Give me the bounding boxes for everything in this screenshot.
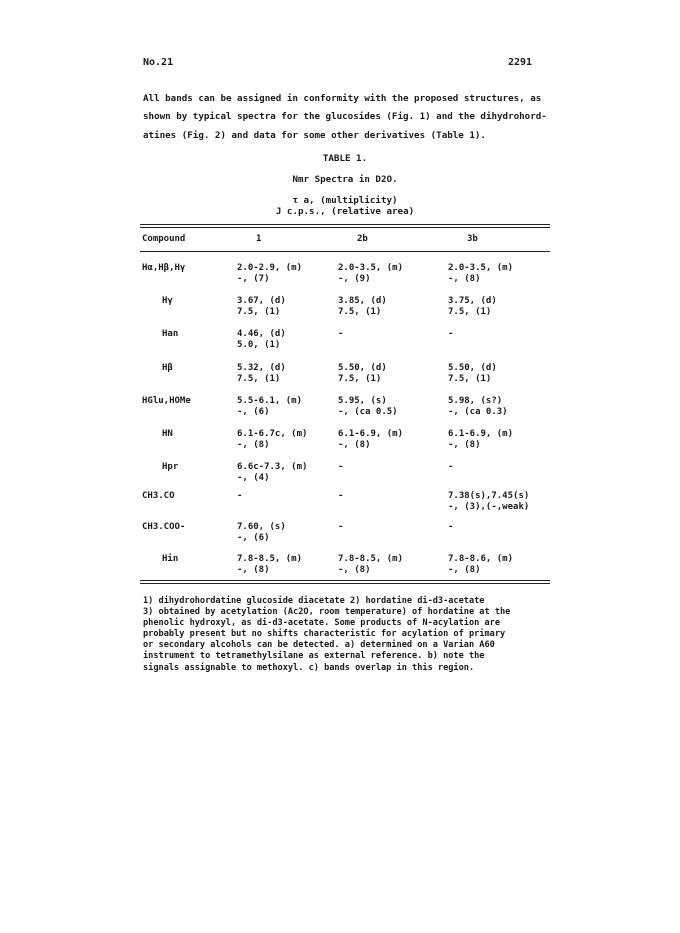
column-2-cell — [338, 296, 387, 318]
shift-value: 7.38(s),7.45(s) — [448, 491, 530, 501]
compound-label: Hin — [162, 554, 179, 564]
column-1-cell — [237, 522, 286, 544]
column-1-cell — [237, 329, 286, 351]
column-1-cell — [237, 296, 286, 318]
column-header-2: 2b — [357, 234, 368, 244]
shift-value: 5.50, (d) — [448, 363, 497, 373]
page-number: 2291 — [508, 57, 533, 68]
column-3-cell — [448, 554, 513, 576]
intro-line-3: atines (Fig. 2) and data for some other derivatives (Table 1). — [143, 130, 486, 141]
shift-value: 7.60, (s) — [237, 522, 286, 532]
header-rule — [140, 251, 550, 252]
table-bottom-rule-double — [140, 583, 550, 584]
compound-label: Hα,Hβ,Hγ — [142, 263, 186, 273]
shift-value: 6.1-6.9, (m) — [338, 429, 404, 439]
column-1-cell — [237, 263, 302, 285]
coupling-area-value: -, (8) — [448, 440, 481, 450]
column-1-cell — [237, 396, 302, 418]
table-title: TABLE 1. — [322, 153, 368, 164]
shift-value: 6.1-6.7c, (m) — [237, 429, 308, 439]
compound-cell — [142, 522, 185, 533]
column-2-cell — [338, 522, 343, 533]
shift-value: 7.8-8.5, (m) — [237, 554, 303, 564]
shift-value: 3.75, (d) — [448, 296, 497, 306]
compound-cell — [162, 329, 178, 340]
intro-line-2: shown by typical spectra for the glucosides (Fig. 1) and the dihydrohord- — [143, 111, 547, 122]
shift-value: - — [338, 522, 344, 532]
footnote-line: or secondary alcohols can be detected. a) determined on a Varian A60 — [143, 640, 495, 651]
column-header-3: 3b — [467, 234, 478, 244]
column-header-compound: Compound — [142, 234, 186, 244]
column-2-cell — [338, 491, 343, 502]
column-3-cell — [448, 522, 453, 533]
table-caption-2: J c.p.s., (relative area) — [275, 206, 415, 217]
shift-value: 5.50, (d) — [338, 363, 387, 373]
shift-value: - — [338, 462, 344, 472]
column-2-cell — [338, 263, 403, 285]
coupling-area-value: 5.0, (1) — [237, 340, 281, 350]
journal-issue-number: No.21 — [143, 57, 174, 68]
shift-value: - — [448, 462, 454, 472]
shift-value: 5.5-6.1, (m) — [237, 396, 303, 406]
coupling-area-value: -, (ca 0.3) — [448, 407, 508, 417]
table-top-rule-double — [140, 227, 550, 228]
shift-value: - — [338, 491, 344, 501]
compound-cell — [162, 296, 173, 307]
compound-cell — [162, 462, 178, 473]
coupling-area-value: 7.5, (1) — [338, 374, 382, 384]
shift-value: 2.0-3.5, (m) — [448, 263, 514, 273]
column-3-cell — [448, 263, 513, 285]
column-3-cell — [448, 491, 529, 513]
column-1-cell — [237, 554, 302, 576]
coupling-area-value: 7.5, (1) — [338, 307, 382, 317]
coupling-area-value: 7.5, (1) — [237, 374, 281, 384]
shift-value: 4.46, (d) — [237, 329, 286, 339]
coupling-area-value: 7.5, (1) — [448, 307, 492, 317]
shift-value: - — [448, 522, 454, 532]
coupling-area-value: -, (8) — [338, 565, 371, 575]
shift-value: 5.32, (d) — [237, 363, 286, 373]
column-2-cell — [338, 462, 343, 473]
compound-cell — [142, 263, 185, 274]
compound-cell — [162, 429, 173, 440]
column-1-cell — [237, 462, 307, 484]
shift-value: 3.67, (d) — [237, 296, 286, 306]
shift-value: 2.0-3.5, (m) — [338, 263, 404, 273]
column-2-cell — [338, 429, 403, 451]
table-caption-1: τ a, (multiplicity) — [292, 195, 398, 206]
compound-label: CH3.CO — [142, 491, 175, 501]
coupling-area-value: -, (6) — [237, 533, 270, 543]
coupling-area-value: -, (7) — [237, 274, 270, 284]
shift-value: 6.1-6.9, (m) — [448, 429, 514, 439]
coupling-area-value: 7.5, (1) — [237, 307, 281, 317]
compound-label: Hγ — [162, 296, 173, 306]
footnote-line: instrument to tetramethylsilane as external reference. b) note the — [143, 651, 485, 662]
compound-label: Han — [162, 329, 179, 339]
shift-value: - — [448, 329, 454, 339]
coupling-area-value: -, (8) — [448, 274, 481, 284]
compound-cell — [162, 363, 173, 374]
coupling-area-value: -, (8) — [448, 565, 481, 575]
shift-value: 2.0-2.9, (m) — [237, 263, 303, 273]
column-2-cell — [338, 396, 398, 418]
coupling-area-value: -, (8) — [237, 565, 270, 575]
column-3-cell — [448, 296, 497, 318]
column-3-cell — [448, 429, 513, 451]
footnote-line: phenolic hydroxyl, as di-d3-acetate. Some products of N-acylation are — [143, 618, 500, 629]
compound-label: Hpr — [162, 462, 179, 472]
intro-line-1: All bands can be assigned in conformity with the proposed structures, as — [143, 93, 542, 104]
coupling-area-value: -, (9) — [338, 274, 371, 284]
shift-value: 7.8-8.5, (m) — [338, 554, 404, 564]
column-2-cell — [338, 363, 387, 385]
coupling-area-value: -, (3),(-,weak) — [448, 502, 530, 512]
column-header-1: 1 — [256, 234, 262, 244]
coupling-area-value: -, (ca 0.5) — [338, 407, 398, 417]
table-bottom-rule — [140, 580, 550, 581]
shift-value: 7.8-8.6, (m) — [448, 554, 514, 564]
column-3-cell — [448, 396, 508, 418]
footnote-line: signals assignable to methoxyl. c) bands overlap in this region. — [143, 662, 475, 673]
column-3-cell — [448, 363, 497, 385]
compound-label: HN — [162, 429, 173, 439]
table-subtitle: Nmr Spectra in D2O. — [292, 174, 398, 185]
compound-cell — [162, 554, 178, 565]
shift-value: 5.98, (s?) — [448, 396, 503, 406]
column-2-cell — [338, 329, 343, 340]
compound-cell — [142, 396, 191, 407]
shift-value: 5.95, (s) — [338, 396, 387, 406]
footnote-line: 3) obtained by acetylation (Ac2O, room temperature) of hordatine at the — [143, 607, 511, 618]
shift-value: 6.6c-7.3, (m) — [237, 462, 308, 472]
compound-label: HGlu,HOMe — [142, 396, 191, 406]
coupling-area-value: -, (4) — [237, 473, 270, 483]
column-2-cell — [338, 554, 403, 576]
column-1-cell — [237, 363, 286, 385]
column-1-cell — [237, 429, 307, 451]
compound-label: CH3.COO- — [142, 522, 186, 532]
column-3-cell — [448, 462, 453, 473]
shift-value: 3.85, (d) — [338, 296, 387, 306]
compound-label: Hβ — [162, 363, 173, 373]
coupling-area-value: -, (6) — [237, 407, 270, 417]
footnote-line: probably present but no shifts characteristic for acylation of primary — [143, 629, 506, 640]
column-3-cell — [448, 329, 453, 340]
shift-value: - — [338, 329, 344, 339]
coupling-area-value: -, (8) — [338, 440, 371, 450]
coupling-area-value: -, (8) — [237, 440, 270, 450]
column-1-cell — [237, 491, 242, 502]
table-top-rule — [140, 224, 550, 225]
compound-cell — [142, 491, 175, 502]
footnote-line: 1) dihydrohordatine glucoside diacetate 2) hordatine di-d3-acetate — [143, 596, 485, 606]
footnotes — [143, 596, 553, 674]
coupling-area-value: 7.5, (1) — [448, 374, 492, 384]
shift-value: - — [237, 491, 243, 501]
